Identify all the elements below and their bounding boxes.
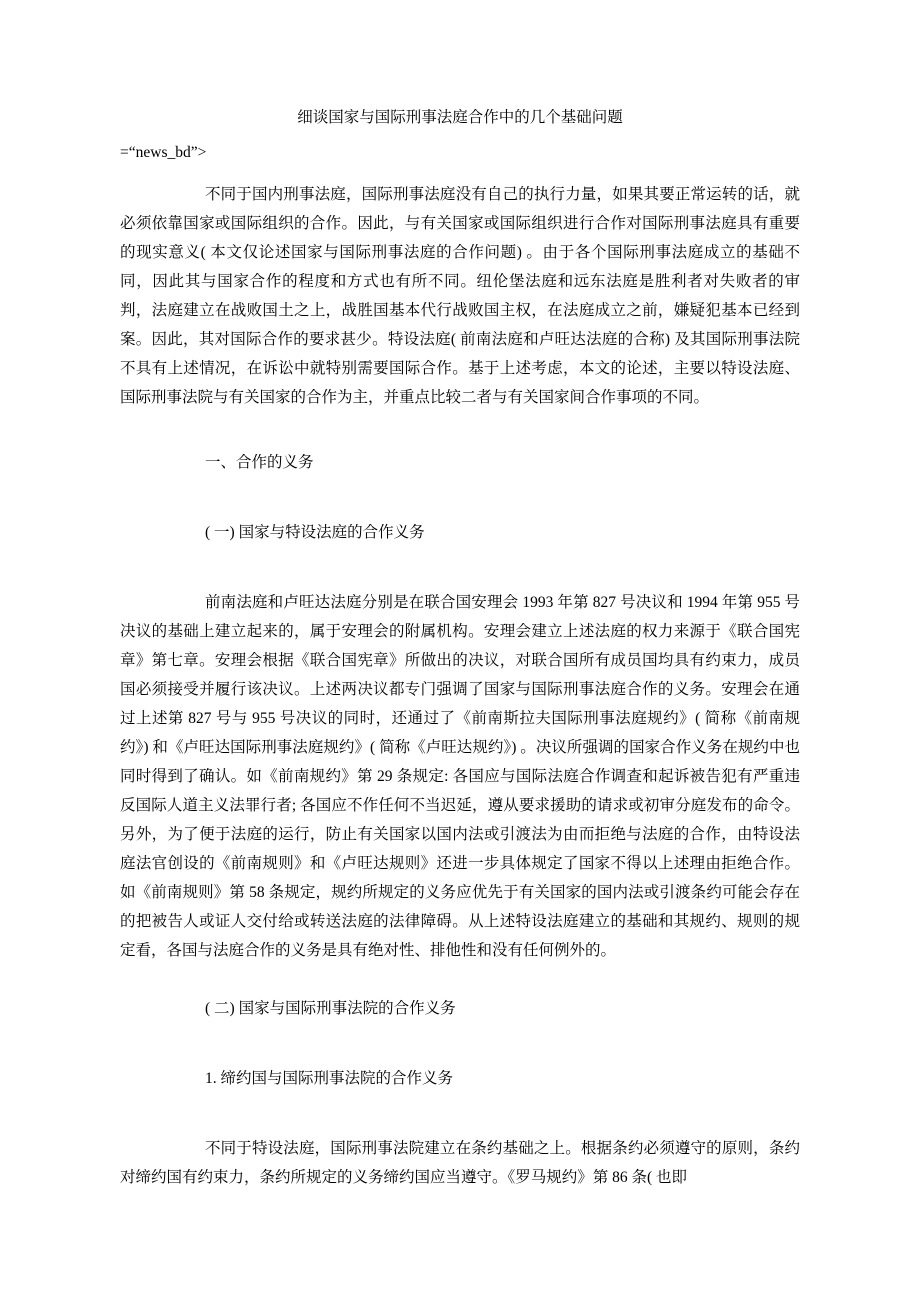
subsection-heading-icc: ( 二) 国家与国际刑事法院的合作义务: [205, 1000, 456, 1017]
document-title: 细谈国家与国际刑事法庭合作中的几个基础问题: [297, 109, 623, 126]
subsubsection-heading-state-parties: 1. 缔约国与国际刑事法院的合作义务: [205, 1070, 454, 1087]
section-heading-cooperation-duty: 一、合作的义务: [205, 454, 314, 471]
subsection-heading-adhoc-tribunals: ( 一) 国家与特设法庭的合作义务: [205, 524, 425, 541]
intro-paragraph: 不同于国内刑事法庭，国际刑事法庭没有自己的执行力量，如果其要正常运转的话，就必须依靠国家或国际组织的合作。因此，与有关国家或国际组织进行合作对国际刑事法庭具有重要的现实意义( 本文仅论述国家与国际刑事法庭的合作问题) 。由于各个国际刑事法庭成立的基础不同，因此其与国家合作的程度和方式也有所不同。纽伦堡法庭和远东法庭是胜利者对失败者的审判，法庭建立在战败国土之上，战胜国基本代行战败国主权，在法庭成立之前，嫌疑犯基本已经到案。因此，其对国际合作的要求甚少。特设法庭( 前南法庭和卢旺达法庭的合称) 及其国际刑事法院不具有上述情况，在诉讼中就特别需要国际合作。基于上述考虑，本文的论述，主要以特设法庭、国际刑事法院与有关国家的合作为主，并重点比较二者与有关国家间合作事项的不同。: [120, 186, 800, 406]
icc-paragraph: 不同于特设法庭，国际刑事法院建立在条约基础之上。根据条约必须遵守的原则，条约对缔约国有约束力，条约所规定的义务缔约国应当遵守。《罗马规约》第 86 条( 也即: [120, 1140, 800, 1186]
meta-line: =“news_bd”>: [120, 144, 207, 161]
tribunals-paragraph: 前南法庭和卢旺达法庭分别是在联合国安理会 1993 年第 827 号决议和 1994 年第 955 号决议的基础上建立起来的，属于安理会的附属机构。安理会建立上述法庭的权力来源于《联合国宪章》第七章。安理会根据《联合国宪章》所做出的决议，对联合国所有成员国均具有约束力，成员国必须接受并履行该决议。上述两决议都专门强调了国家与国际刑事法庭合作的义务。安理会在通过上述第 827 号与 955 号决议的同时，还通过了《前南斯拉夫国际刑事法庭规约》( 简称《前南规约》) 和《卢旺达国际刑事法庭规约》( 简称《卢旺达规约》) 。决议所强调的国家合作义务在规约中也同时得到了确认。如《前南规约》第 29 条规定: 各国应与国际法庭合作调查和起诉被告犯有严重违反国际人道主义法罪行者; 各国应不作任何不当迟延，遵从要求援助的请求或初审分庭发布的命令。另外，为了便于法庭的运行，防止有关国家以国内法或引渡法为由而拒绝与法庭的合作，由特设法庭法官创设的《前南规则》和《卢旺达规则》还进一步具体规定了国家不得以上述理由拒绝合作。如《前南规则》第 58 条规定，规约所规定的义务应优先于有关国家的国内法或引渡条约可能会存在的把被告人或证人交付给或转送法庭的法律障碍。从上述特设法庭建立的基础和其规约、规则的规定看，各国与法庭合作的义务是具有绝对性、排他性和没有任何例外的。: [120, 594, 800, 959]
